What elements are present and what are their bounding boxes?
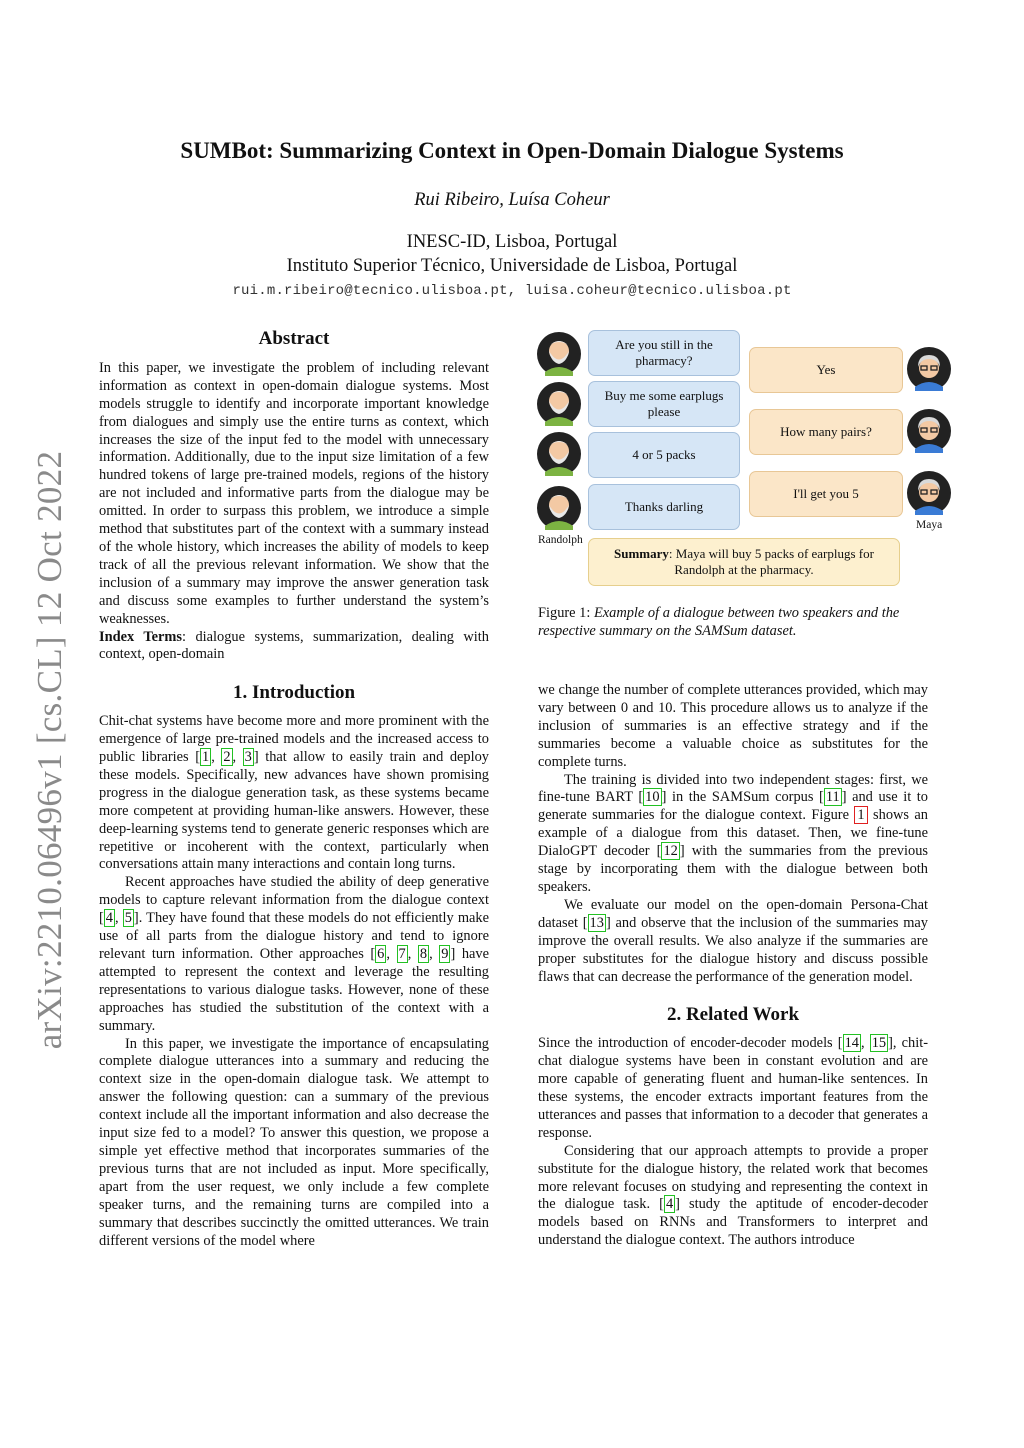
citation-link[interactable]: 8: [419, 946, 428, 962]
randolph-avatar-icon: [537, 382, 581, 426]
citation-link[interactable]: 4: [665, 1196, 674, 1213]
citation-link[interactable]: 1: [201, 749, 210, 766]
intro-p5-text-c: and use it to generate summaries for the dialogue context. Figure: [538, 789, 928, 824]
figure-caption-label: Figure 1:: [538, 605, 594, 621]
related-p2-text-b: study the aptitude of encoder-decoder models based on RNNs and Transformers to interpret and understand the dialogue context. The authors introduce: [538, 1196, 928, 1249]
dialogue-turn-randolph: Thanks darling: [588, 484, 740, 530]
figure-1: [530, 326, 960, 646]
maya-avatar-icon: [907, 347, 951, 391]
paper-title: SUMBot: Summarizing Context in Open-Domain Dialogue Systems: [180, 138, 844, 163]
intro-paragraph-5: The training is divided into two independent stages: first, we fine-tune BART [ 10 ] in the SAMSum corpus [ 11 ] and use it to generate summaries for the dialogue context. Figure 1 shows an example of a dialogue from this dataset. Then, we fine-tune DialoGPT decoder [ 12 ] with the summaries from the previous stage by incorporating them with the dialogue between both speakers.: [538, 771, 928, 895]
authors: Rui Ribeiro, Luísa Coheur: [414, 190, 610, 210]
randolph-avatar-icon: [537, 432, 581, 476]
related-paragraph-2: Considering that our approach attempts to provide a proper substitute for the dialogue history, the related work that becomes more relevant focuses on studying and representing the context in the dialogue task. [ 4 ] study the aptitude of encoder-decoder models based on RNNs and Transformers to interpret and understand the dialogue context. The authors introduce: [538, 1142, 928, 1249]
intro-paragraph-4: we change the number of complete utterances provided, which may vary between 0 and 10. This procedure allows us to analyze if the inclusion of summaries is an effective strategy and if the summaries become a valuable choice as substitutes for the complete turns.: [538, 682, 928, 770]
citation-link[interactable]: 2: [223, 749, 231, 766]
arxiv-identifier: arXiv:2210.06496v1 [cs.CL] 12 Oct 2022: [30, 450, 69, 1050]
citation-link[interactable]: 10: [645, 789, 660, 806]
citation-link[interactable]: 6: [377, 946, 385, 962]
dialogue-turn-randolph: 4 or 5 packs: [588, 432, 740, 478]
intro-p2-text-b: . They have found that these models do not efficiently make use of all parts from the dialogue history and tend to ignore relevant turn information. Other approaches: [99, 910, 489, 962]
summary-label: Summary: [614, 546, 669, 561]
figure-reference-link[interactable]: 1: [854, 806, 867, 824]
intro-p6-text-a: We evaluate our model on the open-domain Persona-Chat dataset: [538, 896, 928, 931]
intro-p5-text-b: in the SAMSum corpus: [666, 789, 820, 806]
dialogue-turn-randolph: Buy me some earplugs please: [588, 381, 740, 427]
related-p2-text-a: Considering that our approach attempts to provide a proper substitute for the dialogue history, the related work that becomes more relevant focuses on studying and representing the context in the dialogue task.: [538, 1142, 928, 1213]
intro-p2-text-c: have attempted to represent the context and leverage the resulting representations to various dialogue tasks. However, none of these approaches has studied the substitution of the context with a summary.: [99, 946, 490, 1034]
citation-link[interactable]: 15: [871, 1035, 887, 1052]
citation-link[interactable]: 3: [244, 749, 252, 766]
randolph-avatar-icon: [537, 486, 581, 530]
dialogue-turn-maya: How many pairs?: [749, 409, 903, 455]
citation-link[interactable]: 9: [441, 946, 449, 962]
abstract-heading: Abstract: [258, 328, 330, 349]
abstract-body: In this paper, we investigate the problem of including relevant information as context in open-domain dialogue systems. Most models struggle to identify and incorporate important knowledge from dialogues and simply use the entire turns as context, which increases the size of the input fed to the model with unnecessary information. Additionally, due to the input size limitation of a few hundred tokens of large pre-trained models, regions of the history are not included and informative parts from the dialogue may be omitted. In order to surpass this problem, we introduce a simple method that substitutes part of the context with a summary instead of the whole history, which increases the ability of models to keep track of all the previous relevant information. We show that the inclusion of a summary may improve the answer generation task and discuss some examples to further understand the system’s weaknesses.: [99, 359, 489, 627]
summary-text: : Maya will buy 5 packs of earplugs for Randolph at the pharmacy.: [668, 546, 874, 577]
intro-p1-text-a: Chit-chat systems have become more and more prominent with the emergence of large pre-trained models and the increased access to public libraries: [99, 713, 489, 766]
index-terms-label: Index Terms: [99, 628, 183, 645]
affiliation-1: INESC-ID, Lisboa, Portugal: [406, 232, 618, 252]
intro-p5-text-d: shows an example of a dialogue from this dataset. Then, we fine-tune DialoGPT decoder: [538, 807, 928, 860]
intro-p1-text-b: that allow to easily train and deploy these models. Specifically, new advances have shown promising progress in the dialogue generation task, as these systems became more competent at providing human-like answers. However, these deep-learning systems tend to generate generic responses which are repetitive or incoherent with the context, particularly when conversations attain many interactions and contain long turns.: [99, 749, 490, 873]
citation-link[interactable]: 11: [825, 789, 840, 806]
dialogue-turn-maya: Yes: [749, 347, 903, 393]
citation-link[interactable]: 14: [844, 1035, 859, 1052]
intro-paragraph-3: In this paper, we investigate the importance of encapsulating complete dialogue utterances into a summary and reducing the context size in the open-domain dialogue task. We attempt to answer the following question: can a summary of the previous context include all the important information and also decrease the input size fed to a model? To answer this question, we propose a simple yet effective method that incorporates summaries of the previous turns that are not included as input. More specifically, apart from the user request, we only include a few complete speaker turns, and the remaining turns are compiled into a summary that describes succinctly the omitted utterances. We train different versions of the model where: [99, 1035, 489, 1249]
intro-p5-text-e: with the summaries from the previous stage by incorporating them with the dialogue between both speakers.: [538, 843, 928, 895]
figure-1-caption: [538, 605, 930, 641]
related-paragraph-1: Since the introduction of encoder-decoder models [ 14 , 15 ], chit-chat dialogue systems have been in constant evolution and are more capable of generating fluent and human-like sentences. In these systems, the encoder extracts important features from the utterances and passes that information to a decoder that generates a response.: [538, 1035, 929, 1141]
intro-p5-text-a: The training is divided into two independent stages: first, we fine-tune BART: [538, 771, 928, 806]
maya-avatar-icon: [907, 471, 951, 515]
introduction-heading: 1. Introduction: [232, 682, 356, 704]
related-work-heading: 2. Related Work: [666, 1004, 800, 1026]
index-terms: [99, 629, 489, 665]
intro-p6-text-b: and observe that the inclusion of the summaries may improve the overall results. We also analyze if the summaries are proper substitutes for the dialogue history and discuss possible flaws that can decrease the performance of the generation model.: [538, 914, 928, 985]
related-p1-text-a: Since the introduction of encoder-decoder models: [538, 1035, 838, 1052]
citation-link[interactable]: 4: [105, 910, 113, 927]
affiliation-2: Instituto Superior Técnico, Universidade de Lisboa, Portugal: [286, 256, 738, 276]
dialogue-turn-maya: I'll get you 5: [749, 471, 903, 517]
citation-link[interactable]: 13: [589, 914, 604, 931]
author-emails: rui.m.ribeiro@tecnico.ulisboa.pt, luisa.coheur@tecnico.ulisboa.pt: [232, 283, 792, 299]
figure-caption-text: Example of a dialogue between two speakers and the respective summary on the SAMSum dataset.: [538, 605, 900, 639]
index-terms-text: : dialogue systems, summarization, dealing with context, open-domain: [99, 628, 489, 663]
intro-paragraph-6: We evaluate our model on the open-domain Persona-Chat dataset [ 13 ] and observe that the inclusion of the summaries may improve the overall results. We also analyze if the summaries are proper substitutes for the dialogue history and discuss possible flaws that can decrease the performance of the generation model.: [538, 896, 928, 985]
citation-link[interactable]: 5: [124, 910, 132, 927]
right-column: [538, 682, 928, 1250]
summary-box: [588, 538, 900, 586]
citation-link[interactable]: 12: [663, 843, 678, 860]
intro-paragraph-2: Recent approaches have studied the ability of deep generative models to capture relevant information from the dialogue context [ 4 , 5 ]. They have found that these models do not efficiently make use of all parts from the dialogue history and tend to ignore relevant turn information. Other approaches [ 6 , 7 , 8 , 9 ] have attempted to represent the context and leverage the resulting representations to various dialogue tasks. However, none of these approaches has studied the substitution of the context with a summary.: [99, 874, 490, 1034]
speaker-label-maya: Maya: [916, 519, 943, 531]
left-column: [99, 330, 489, 1250]
maya-avatar-icon: [907, 409, 951, 453]
randolph-avatar-icon: [537, 332, 581, 376]
related-p1-text-b: , chit-chat dialogue systems have been in constant evolution and are more capable of generating fluent and human-like sentences. In these systems, the encoder extracts important features from the utterances and passes that information to a decoder that generates a response.: [538, 1035, 929, 1141]
speaker-label-randolph: Randolph: [538, 534, 583, 546]
dialogue-turn-randolph: Are you still in the pharmacy?: [588, 330, 740, 376]
intro-p2-text-a: Recent approaches have studied the ability of deep generative models to capture relevant information from the dialogue context: [99, 874, 489, 909]
intro-paragraph-1: Chit-chat systems have become more and more prominent with the emergence of large pre-trained models and the increased access to public libraries [ 1 , 2 , 3 ] that allow to easily train and deploy these models. Specifically, new advances have shown promising progress in the dialogue generation task, as these systems became more competent at providing human-like answers. However, these deep-learning systems tend to generate generic responses which are repetitive or incoherent with the context, particularly when conversations attain many interactions and contain long turns.: [99, 713, 490, 873]
citation-link[interactable]: 7: [398, 946, 406, 962]
